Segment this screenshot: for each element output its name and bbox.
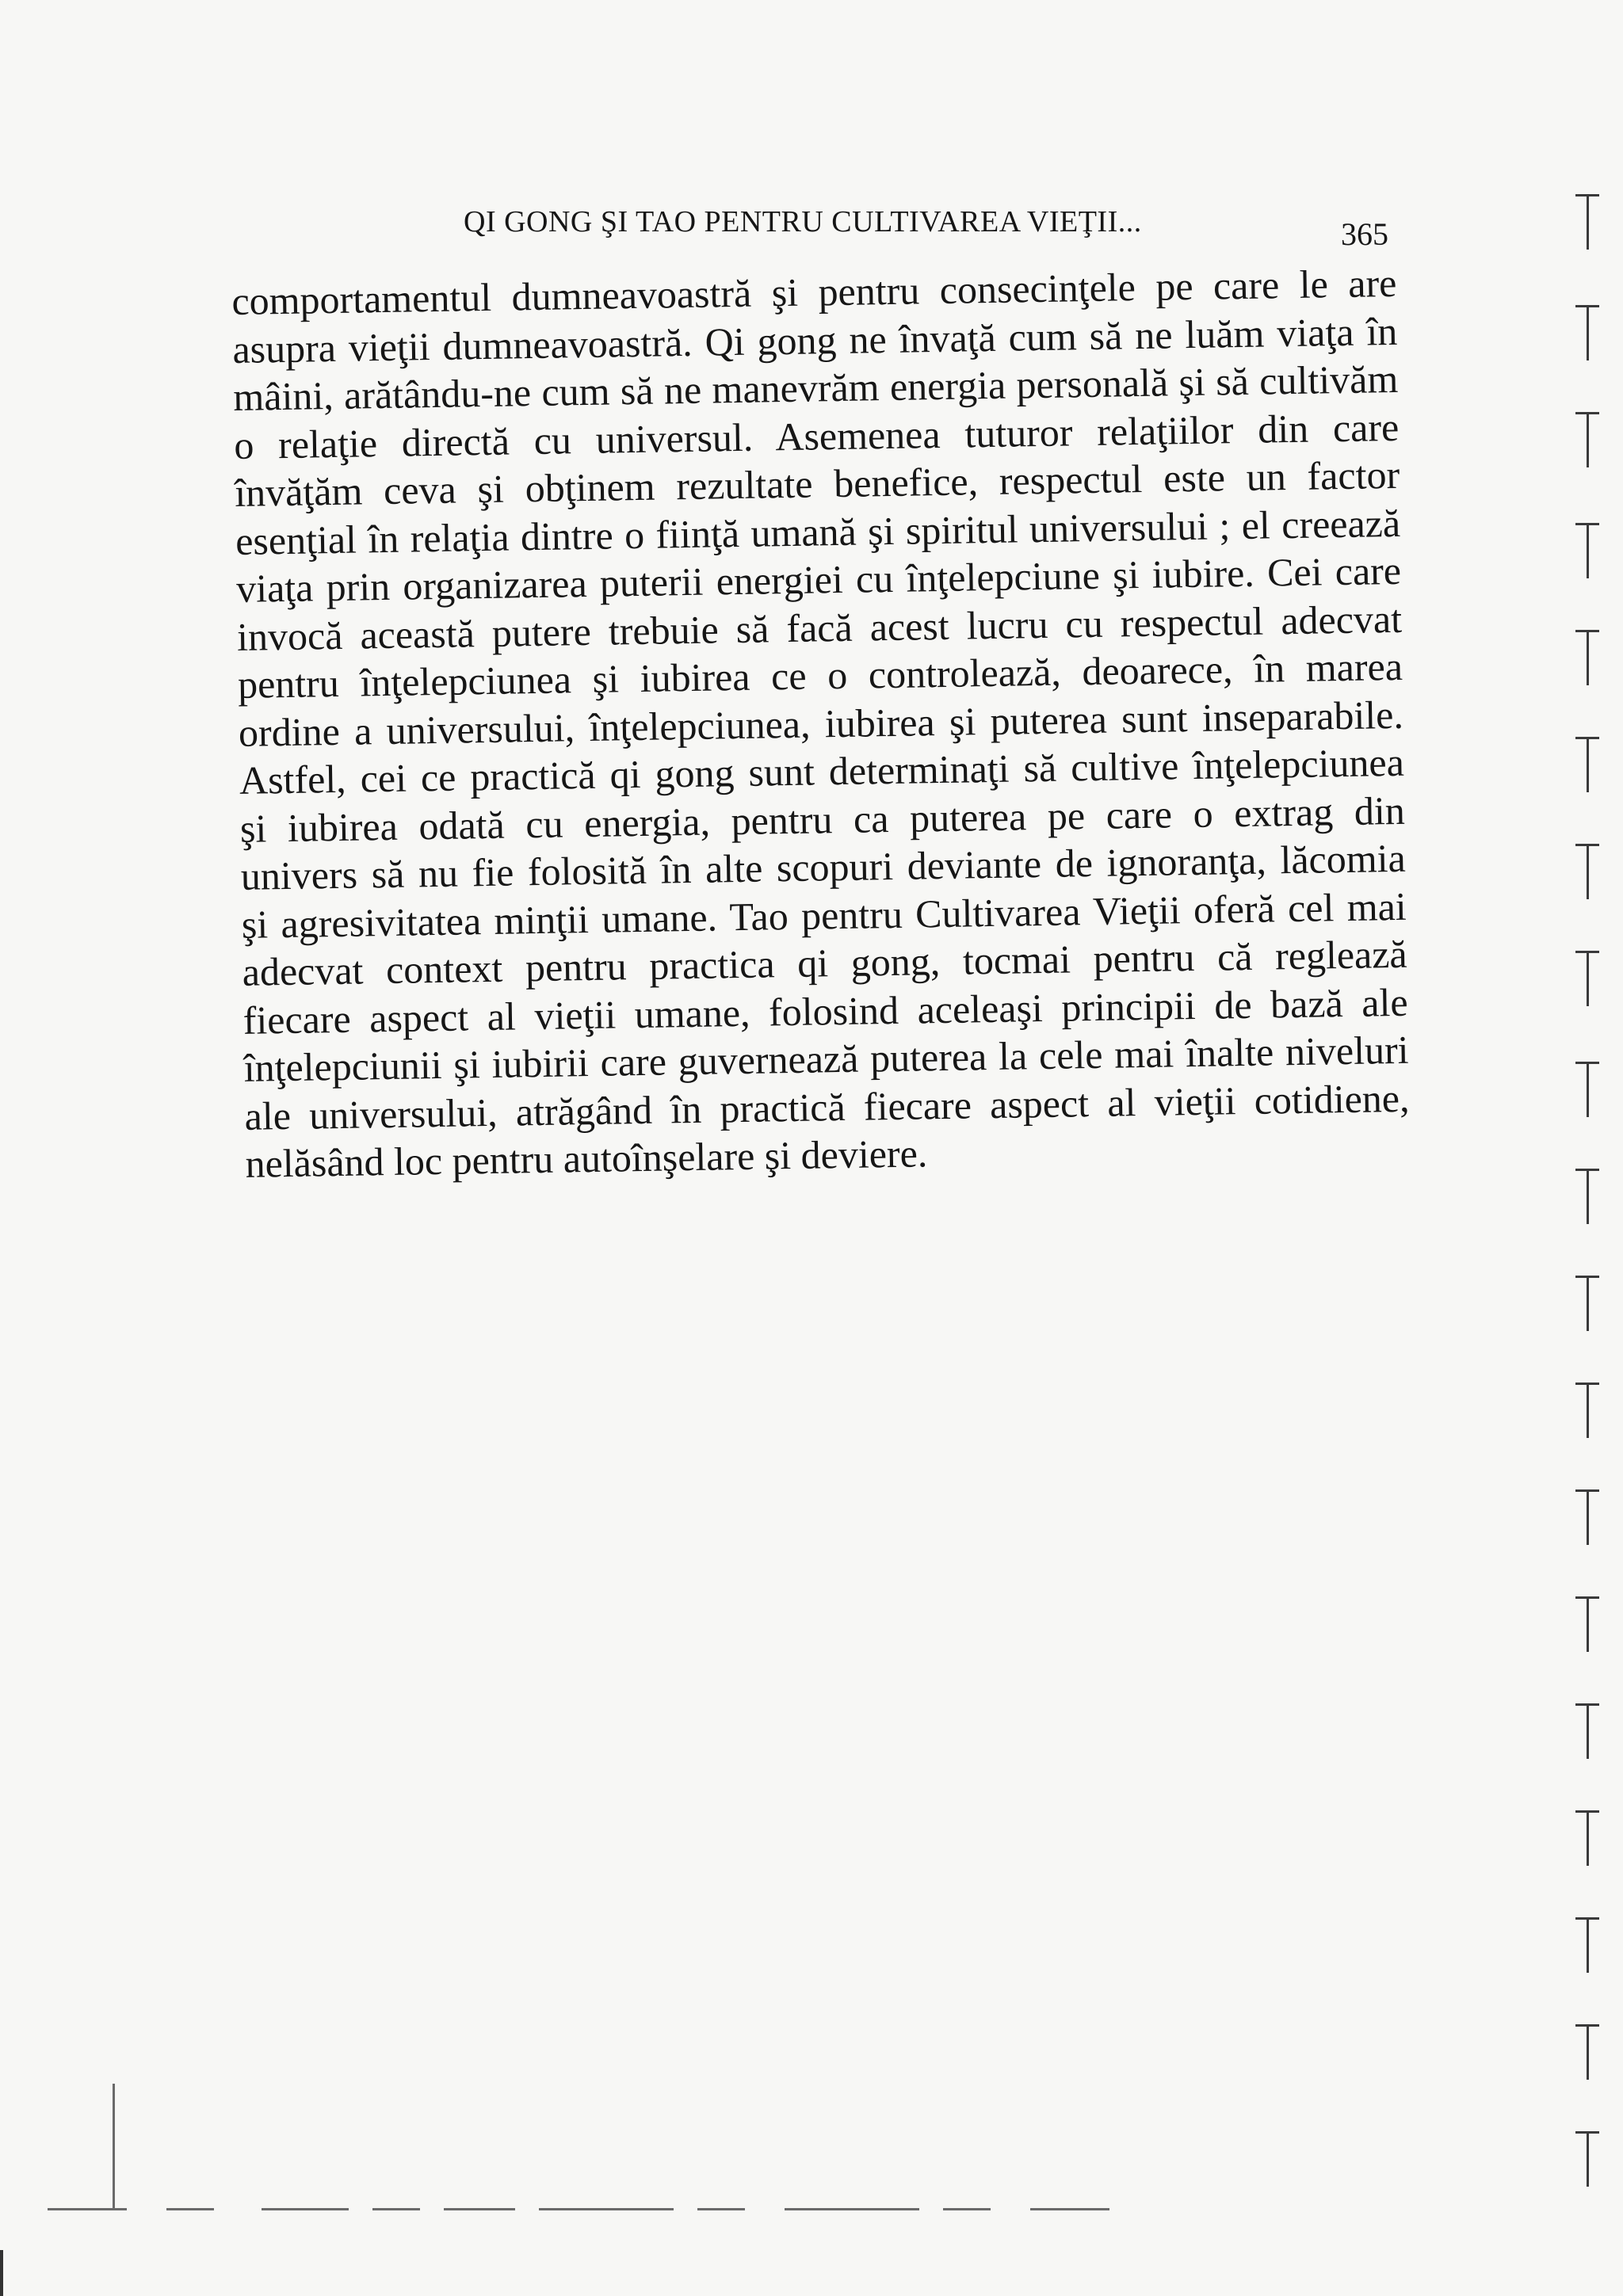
text-line: mâini, arătându-ne cum să ne manevrăm energia personală şi să cultivăm — [232, 356, 1399, 419]
binding-edge-mark — [1575, 305, 1599, 360]
text-line: invocă această putere trebuie să facă acest lucru cu respectul adecvat — [236, 596, 1403, 659]
text-line: şi iubirea odată cu energia, pentru ca puterea pe care o extrag din — [239, 788, 1406, 851]
binding-edge-mark — [1575, 951, 1599, 1006]
binding-edge-mark — [1575, 1596, 1599, 1652]
binding-edge-mark — [1575, 1703, 1599, 1759]
binding-edge-mark — [1575, 1062, 1599, 1117]
binding-edge-mark — [1575, 1917, 1599, 1973]
binding-edge-mark — [1575, 523, 1599, 578]
binding-edge-mark — [1575, 1810, 1599, 1866]
text-line: învăţăm ceva şi obţinem rezultate benefice, respectul este un factor — [234, 452, 1400, 515]
text-line: comportamentul dumneavoastră şi pentru consecinţele pe care le are — [231, 260, 1397, 323]
text-line: ordine a universului, înţelepciunea, iubirea şi puterea sunt inseparabile. — [238, 692, 1404, 755]
text-line: înţelepciunii şi iubirii care guvernează puterea la cele mai înalte niveluri — [243, 1027, 1409, 1090]
text-line: Astfel, cei ce practică qi gong sunt determinaţi să cultive înţelepciunea — [239, 739, 1405, 803]
text-line: asupra vieţii dumneavoastră. Qi gong ne învaţă cum să ne luăm viaţa în — [231, 308, 1398, 372]
binding-edge-mark — [1575, 1169, 1599, 1224]
binding-edge-mark — [1575, 1489, 1599, 1545]
page-number: 365 — [1341, 216, 1388, 252]
text-line: fiecare aspect al vieţii umane, folosind aceleaşi principii de bază ale — [242, 979, 1408, 1043]
text-line: pentru înţelepciunea şi iubirea ce o controlează, deoarece, în marea — [237, 643, 1403, 707]
scan-edge-line — [1030, 2208, 1109, 2210]
text-line: ale universului, atrăgând în practică fiecare aspect al vieţii cotidiene, — [244, 1075, 1410, 1138]
scan-edge-line — [0, 2250, 3, 2296]
binding-edge-mark — [1575, 2024, 1599, 2080]
scan-edge-line — [262, 2208, 349, 2210]
text-line: univers să nu fie folosită în alte scopuri deviante de ignoranţa, lăcomia — [240, 835, 1407, 898]
scan-edge-line — [113, 2084, 115, 2210]
binding-edge-mark — [1575, 1383, 1599, 1438]
scan-edge-line — [785, 2208, 919, 2210]
scan-edge-line — [48, 2208, 127, 2210]
text-line: esenţial în relaţia dintre o fiinţă umană şi spiritul universului ; el creează — [235, 500, 1401, 563]
binding-edge-mark — [1575, 194, 1599, 250]
text-line: viaţa prin organizarea puterii energiei cu înţelepciune şi iubire. Cei care — [235, 547, 1402, 611]
scan-edge-line — [444, 2208, 515, 2210]
text-line: adecvat context pentru practica qi gong, tocmai pentru că reglează — [242, 931, 1408, 994]
scan-edge-line — [166, 2208, 214, 2210]
binding-edge-mark — [1575, 737, 1599, 792]
binding-edge-mark — [1575, 1276, 1599, 1331]
binding-edge-mark — [1575, 844, 1599, 899]
running-head: QI GONG ŞI TAO PENTRU CULTIVAREA VIEŢII... — [464, 205, 1142, 238]
scan-edge-line — [697, 2208, 745, 2210]
text-line: o relaţie directă cu universul. Asemenea tuturor relaţiilor din care — [233, 404, 1400, 467]
text-line: nelăsând loc pentru autoînşelare şi deviere. — [245, 1131, 928, 1186]
binding-edge-mark — [1575, 2131, 1599, 2187]
body-text — [231, 259, 1411, 1188]
binding-edge-mark — [1575, 630, 1599, 685]
scan-edge-line — [372, 2208, 420, 2210]
binding-edge-mark — [1575, 412, 1599, 467]
text-line: şi agresivitatea minţii umane. Tao pentru Cultivarea Vieţii oferă cel mai — [241, 883, 1407, 947]
scan-edge-line — [943, 2208, 991, 2210]
scan-edge-line — [539, 2208, 674, 2210]
